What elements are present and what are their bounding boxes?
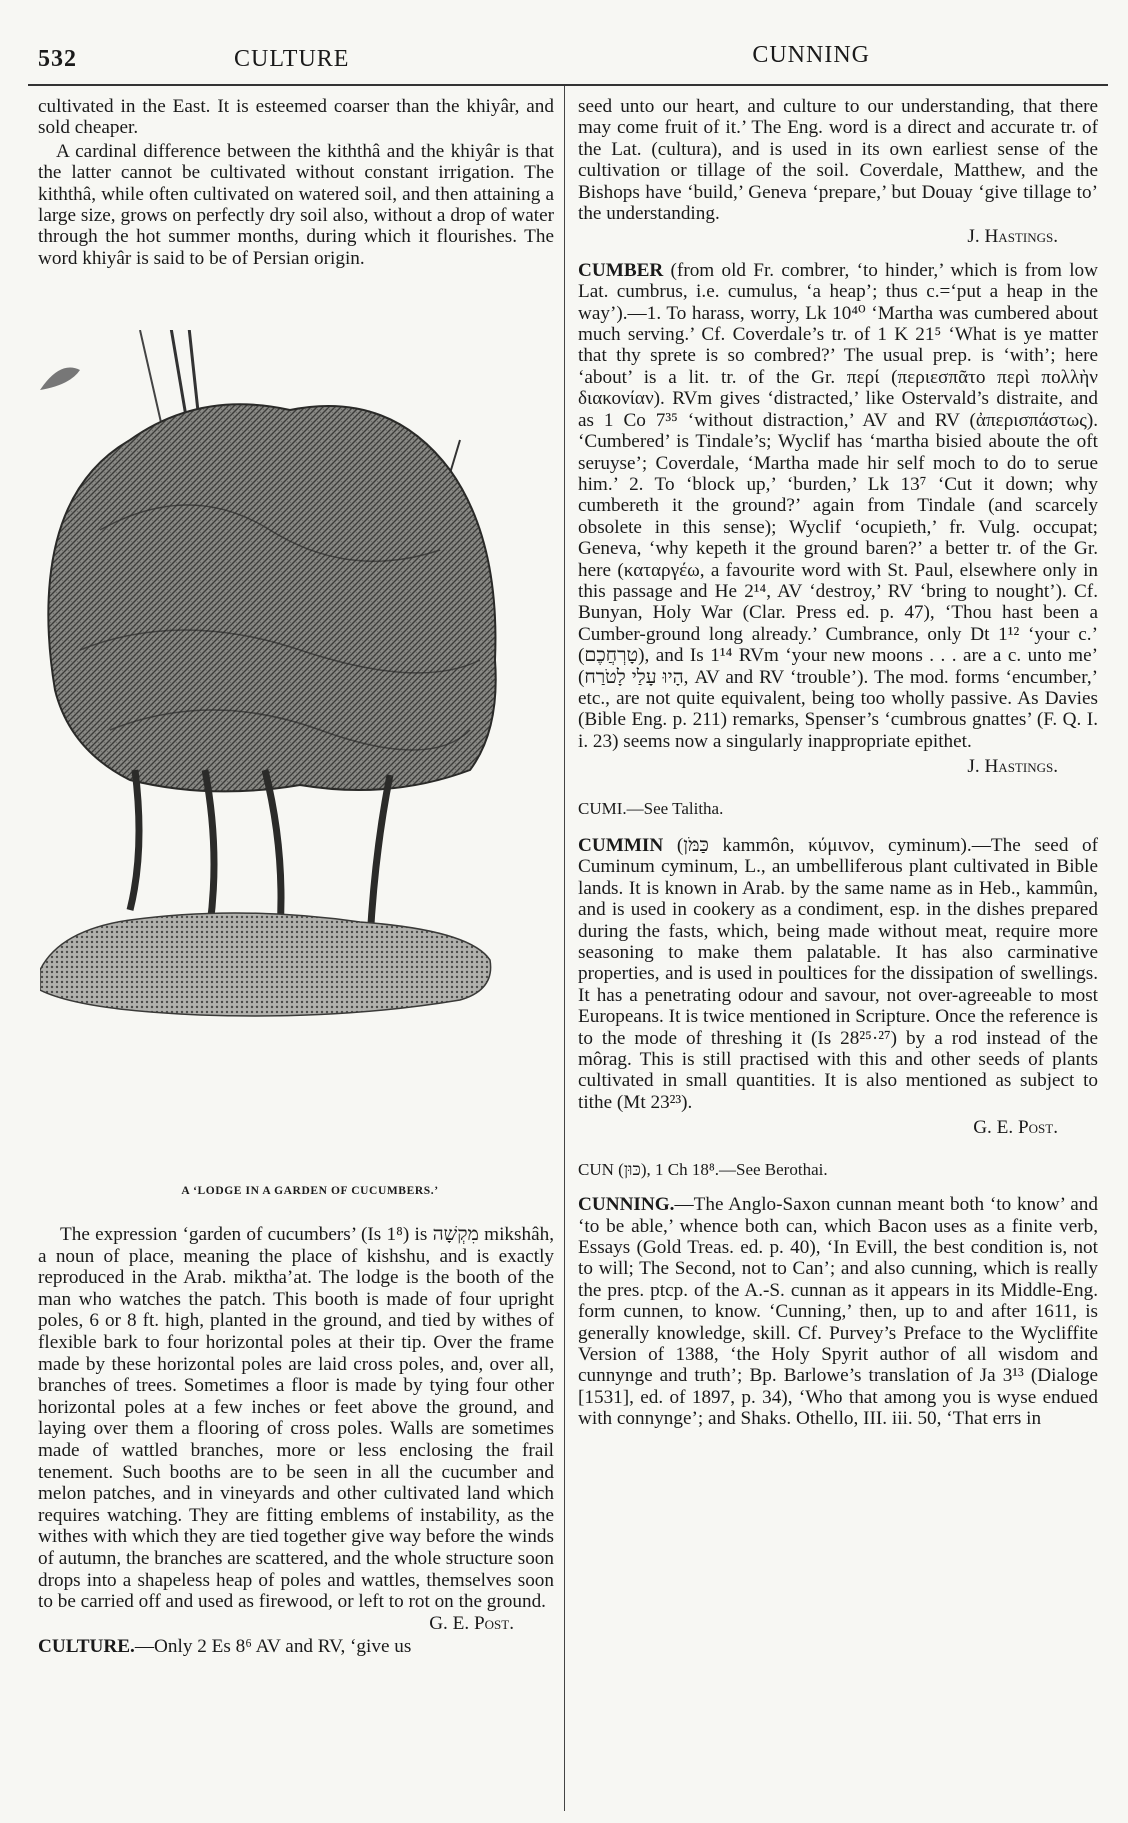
signature: G. E. Post. [973,1117,1058,1139]
paragraph: cultivated in the East. It is esteemed coarser than the khiyâr, and sold cheaper. [38,96,554,139]
lodge-illustration [40,330,560,1170]
page-number: 532 [38,46,77,72]
entry-text: —Only 2 Es 8⁶ AV and RV, ‘give us [134,1636,412,1658]
running-header [38,40,1100,80]
column-rule [564,86,565,1811]
signature: G. E. Post. [429,1612,514,1634]
entry-text: —The Anglo-Saxon cunnan meant both ‘to know’ and ‘to be able,’ whence both can, which Bacon uses as a finite verb, Essays (Gold Treas. ed. p. 40), ‘In Evill, the best condition is, not to will; The Second, not to Can’; and also cunning, which is really the pres. ptcp. of the A.-S. cunnan as it appears in its Middle-Eng. form cunnen, to know. ‘Cunning,’ then, up to and after 1611, is generally knowledge, skill. Cf. Purvey’s Preface to the Wycliffite Version of 1388, ‘the Holy Spyrit author of all wisdom and cunnynge and truth’; Bp. Barlowe’s translation of Ja 3¹³ (Dialoge [1531], ed. of 1897, p. 34), ‘Who that among you is wyse endued with connynge’; and Shaks. Othello, III. iii. 50, ‘That errs in [578,1194,1098,1430]
entry-culture [38,1636,554,1658]
entry-text: (כַּמֹּן kammôn, κύμινον, cyminum).—The seed of Cuminum cyminum, L., an umbelliferous plant cultivated in Bible lands. It is known in Arab. by the same name as in Heb., kammûn, and is used in cookery as a condiment, esp. in the dishes prepared during the fasts, which, being made without meat, require more seasoning to make them palatable. It has also carminative properties, and is used in poultices for the dissipation of swellings. It has a penetrating odour and savour, not over-agreeable to most Europeans. It is twice mentioned in Scripture. Once the reference is to the mode of threshing it (Is 28²⁵·²⁷) by a rod instead of the môrag. This is still practised with this and other seeds of plants cultivated in small quantities. It is also mentioned as subject to tithe (Mt 23²³). [578,835,1098,1113]
paragraph: The expression ‘garden of cucumbers’ (Is 1⁸) is מִקְשָׁה mikshâh, a noun of place, meaning the place of kishshu, and is exactly reproduced in the Arab. miktha’at. The lodge is the booth of the man who watches the patch. This booth is made of four upright poles, 6 or 8 ft. high, planted in the ground, and tied by withes of flexible bark to four horizontal poles at their tip. Over the frame made by these horizontal poles are laid cross poles, and, over all, branches of trees. Sometimes a floor is made by tying four other horizontal poles at a few inches or feet above the ground, and laying over them a flooring of cross poles. Walls are sometimes made of wattled branches, more or less enclosing the frail tenement. Such booths are to be seen in all the cucumber and melon patches, and in vineyards and other cultivated land which requires watching. They are fitting emblems of instability, as the withes with which they are tied together give way before the winds of autumn, the branches are scattered, and the whole structure soon drops into a shapeless heap of poles and wattles, themselves soon to be carried off and used as firewood, or left to rot on the ground. [38,1224,554,1613]
right-running-title: CUNNING [752,42,870,68]
paragraph: seed unto our heart, and culture to our understanding, that there may come fruit of it.’ The Eng. word is a direct and accurate tr. of the Lat. (cultura), and is used in its own earliest sense of the cultivation or tillage of the soil. Coverdale, Matthew, and the Bishops have ‘build,’ Geneva ‘prepare,’ but Douay ‘give tillage to’ the understanding. [578,96,1098,225]
left-column-top [38,96,554,271]
entry-cunning [578,1194,1098,1429]
left-column-bottom [38,1224,554,1658]
left-running-title: CULTURE [234,46,350,72]
paragraph: A cardinal difference between the kiththâ and the khiyâr is that the latter cannot be cultivated without constant irrigation. The kiththâ, while often cultivated on watered soil, and then attaining a large size, grows on perfectly dry soil also, without a drop of water through the hot summer months, during which it flourishes. The word khiyâr is said to be of Persian origin. [38,140,554,269]
right-column [578,96,1098,1434]
illustration-caption: A ‘LODGE IN A GARDEN OF CUCUMBERS.’ [181,1185,439,1197]
entry-headword: CUMBER [578,259,664,281]
entry-headword: CULTURE. [38,1636,135,1658]
entry-cumber [578,260,1098,752]
entry-headword: CUNNING. [578,1194,675,1216]
entry-cun: CUN (כּוּן), 1 Ch 18⁸.—See Berothai. [578,1159,828,1179]
entry-cummin [578,835,1098,1113]
entry-headword: CUMMIN [578,835,664,856]
entry-cumi: CUMI.—See Talitha. [578,798,724,818]
header-rule [28,84,1108,86]
signature: J. Hastings. [967,226,1058,248]
signature: J. Hastings. [967,756,1058,778]
entry-text: (from old Fr. combrer, ‘to hinder,’ which is from low Lat. cumbrus, i.e. cumulus, ‘a heap’; thus c.=‘put a heap in the way’).—1. To harass, worry, Lk 10⁴⁰ ‘Martha was cumbered about much serving.’ Cf. Coverdale’s tr. of 1 K 21⁵ ‘What is ye matter that thy sprete is so combred?’ The usual prep. is ‘with’; here ‘about’ is a lit. tr. of the Gr. περί (περιεσπᾶτο περὶ πολλὴν διακονίαν). RVm gives ‘distracted,’ like Ostervald’s distraite, and as 1 Co 7³⁵ ‘without distraction,’ AV and RV (ἀπερισπάστως). ‘Cumbered’ is Tindale’s; Wyclif has ‘martha bisied aboute the oft seruyse’; Coverdale, ‘Martha made hir self moch to do to serue him.’ 2. To ‘block up,’ ‘burden,’ Lk 13⁷ ‘Cut it down; why cumbereth it the ground?’ again from Tindale (and scarcely obsolete in this sense); Wyclif ‘ocupieth,’ fr. Vulg. occupat; Geneva, ‘why kepeth it the ground baren?’ a better tr. of the Gr. here (καταργέω, a favourite word with St. Paul, elsewhere only in this passage and He 2¹⁴, AV ‘destroy,’ RV ‘bring to nought’). Cf. Bunyan, Holy War (Clar. Press ed. p. 47), ‘Thou hast been a Cumber-ground long already.’ Cumbrance, only Dt 1¹² ‘your c.’ (טָרְחֲכֶם), and Is 1¹⁴ RVm ‘your new moons . . . are a c. unto me’ (הָיוּ עָלַי לָטֹרַח, AV and RV ‘trouble’). The mod. forms ‘encumber,’ etc., are not quite equivalent, being too wholly passive. As Davies (Bible Eng. p. 211) remarks, Spenser’s ‘cumbrous gnattes’ (F. Q. I. i. 23) seems now a singularly inappropriate epithet. [578,259,1099,752]
